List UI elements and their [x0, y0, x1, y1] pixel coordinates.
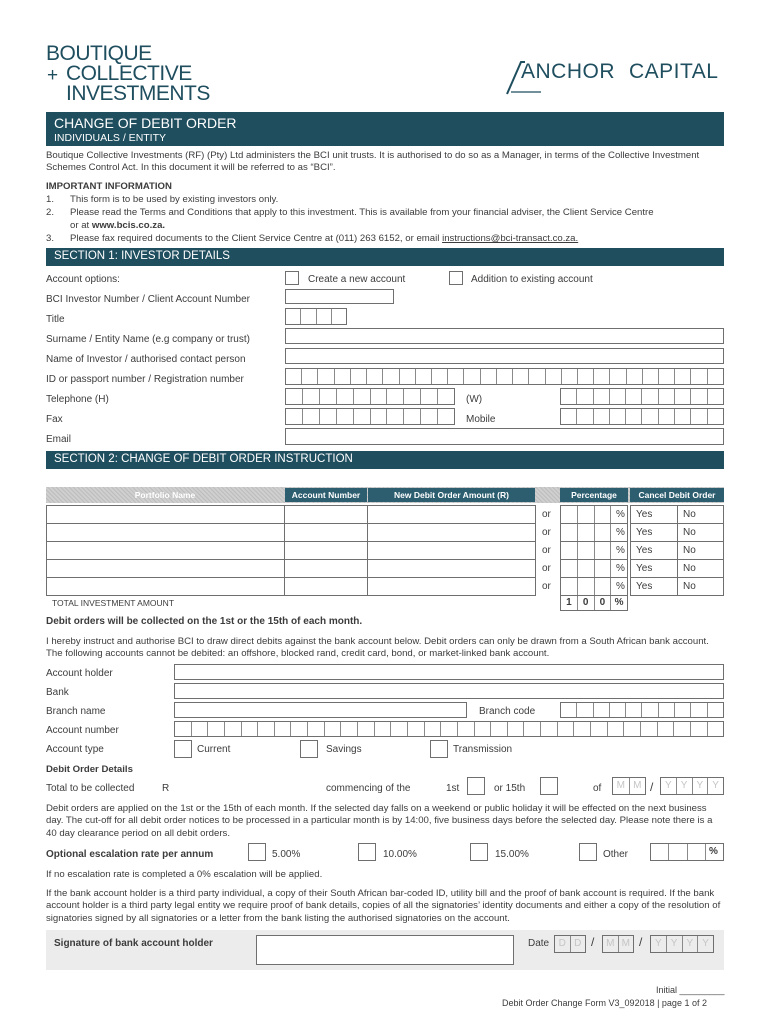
date-label: Date — [528, 938, 550, 949]
cancel-yes-label: Yes — [636, 527, 653, 538]
signature-month-field[interactable] — [602, 935, 634, 953]
section2-bar — [46, 451, 724, 469]
yyyy-placeholder: Y — [667, 936, 683, 952]
escalation-5-label: 5.00% — [272, 849, 301, 860]
yyyy-placeholder: Y — [712, 780, 719, 791]
first-label: 1st — [446, 783, 460, 794]
authorise-text: I hereby instruct and authorise BCI to draw direct debits against the bank account below. Debit orders can only be drawn from a South African bank account. The following accounts cannot be debited: an offshore, blocked rand, credit card, bond, or market-linked bank account. — [46, 636, 709, 660]
cancel-yes-label: Yes — [636, 563, 653, 574]
fax-field[interactable] — [285, 408, 455, 425]
percent-sign: % — [616, 509, 625, 520]
total-collected-label: Total to be collected — [46, 783, 135, 794]
important-heading: IMPORTANT INFORMATION — [46, 181, 172, 192]
commence-month-field[interactable] — [612, 777, 646, 795]
fax-label: Fax — [46, 414, 63, 425]
create-new-account-checkbox[interactable] — [285, 271, 299, 285]
or-label: or — [542, 527, 551, 538]
col-cancel-debit-order: Cancel Debit Order — [630, 488, 724, 502]
signature-field[interactable] — [256, 935, 514, 965]
cancel-no-label: No — [683, 563, 696, 574]
mm-placeholder: M — [603, 936, 619, 952]
total-digit: 0 — [595, 596, 612, 610]
bci-logo-line3: INVESTMENTS — [66, 82, 210, 105]
signature-block — [46, 930, 724, 970]
yyyy-placeholder: Y — [693, 778, 709, 794]
id-number-field[interactable] — [285, 368, 724, 385]
surname-label: Surname / Entity Name (e.g company or trust) — [46, 334, 250, 345]
total-digit: 1 — [561, 596, 578, 610]
no-escalation-note: If no escalation rate is completed a 0% escalation will be applied. — [46, 869, 323, 880]
title-field[interactable] — [285, 308, 347, 325]
important-item3-num: 3. — [46, 233, 55, 244]
account-options-label: Account options: — [46, 274, 120, 285]
cancel-no-label: No — [683, 527, 696, 538]
form-reference: Debit Order Change Form V3_092018 | page 1 of 2 — [502, 998, 707, 1008]
current-account-label: Current — [197, 744, 231, 755]
plus-icon: + — [47, 65, 59, 86]
new-amount-cell[interactable] — [367, 559, 536, 578]
fifteenth-day-checkbox[interactable] — [540, 777, 558, 795]
account-holder-field[interactable] — [174, 664, 724, 680]
escalation-10-label: 10.00% — [383, 849, 417, 860]
account-number-label: Account number — [46, 725, 119, 736]
percent-sign: % — [616, 527, 625, 538]
new-amount-cell[interactable] — [367, 541, 536, 560]
email-label: Email — [46, 434, 72, 445]
important-item2: Please read the Terms and Conditions that apply to this investment. This is available from your financial adviser, the Client Service Centre — [70, 207, 654, 218]
percent-sign: % — [616, 563, 625, 574]
col-percentage: Percentage — [560, 488, 628, 502]
mm-placeholder: M — [621, 938, 630, 949]
col-account-number: Account Number — [285, 488, 367, 502]
transmission-account-checkbox[interactable] — [430, 740, 448, 758]
item3-text: Please fax required documents to the Client Service Centre at (011) 263 6152, or email — [70, 233, 440, 244]
title-label: Title — [46, 314, 65, 325]
escalation-other-label: Other — [603, 849, 629, 860]
total-percentage-cells — [560, 595, 628, 611]
signature-label: Signature of bank account holder — [54, 938, 213, 949]
date-slash: / — [650, 780, 654, 794]
cancel-no-label: No — [683, 509, 696, 520]
telephone-h-label: Telephone (H) — [46, 394, 109, 405]
escalation-other-percent: % — [709, 846, 718, 857]
currency-label: R — [162, 783, 170, 794]
bci-logo-line1: BOUTIQUE — [46, 42, 152, 65]
portfolio-name-cell[interactable] — [46, 523, 285, 542]
or-label: or — [542, 509, 551, 520]
investor-number-field[interactable] — [285, 289, 394, 304]
new-amount-cell[interactable] — [367, 505, 536, 524]
account-number-cell[interactable] — [284, 541, 368, 560]
dd-placeholder: D — [555, 936, 571, 952]
account-number-cell[interactable] — [284, 559, 368, 578]
yyyy-placeholder: Y — [661, 778, 677, 794]
branch-code-label: Branch code — [479, 706, 536, 717]
cancel-no-label: No — [683, 545, 696, 556]
yyyy-placeholder: Y — [651, 936, 667, 952]
signature-day-field[interactable] — [554, 935, 586, 953]
important-item1: This form is to be used by existing investors only. — [70, 194, 279, 205]
applied-text: Debit orders are applied on the 1st or the 15th of each month. If the selected day falls on a weekend or public holiday it will be effected on the next business day. The cut-off for all debit order notices to be processed in a particular month is by 14:00, five business days before the selected day. Please note there is a 40 day clearance period on all debit orders. — [46, 803, 713, 839]
important-item2-cont — [70, 220, 165, 231]
telephone-h-field[interactable] — [285, 388, 455, 405]
signature-year-field[interactable] — [650, 935, 714, 953]
transmission-account-label: Transmission — [453, 744, 513, 755]
account-number-cell[interactable] — [284, 577, 368, 596]
portfolio-name-cell[interactable] — [46, 559, 285, 578]
cancel-yes-label: Yes — [636, 509, 653, 520]
third-party-text: If the bank account holder is a third party individual, a copy of their South African bar-coded ID, utility bill and the proof of bank account is required. If the bank account holder is a third party legal entity we require proof of bank details, copies of all the signatories’ identity documents and either a copy of the resolution of signatories signed by all signatories or a letter from the bank listing the authorised signatories on the account. — [46, 888, 721, 924]
addition-existing-account-label: Addition to existing account — [471, 274, 593, 285]
addition-existing-account-checkbox[interactable] — [449, 271, 463, 285]
telephone-w-field[interactable] — [560, 388, 724, 405]
or-label: or — [542, 581, 551, 592]
account-type-label: Account type — [46, 744, 104, 755]
account-holder-label: Account holder — [46, 668, 113, 679]
date-slash: / — [591, 935, 595, 949]
escalation-15-label: 15.00% — [495, 849, 529, 860]
dd-placeholder: D — [574, 938, 582, 949]
current-account-checkbox[interactable] — [174, 740, 192, 758]
branch-name-label: Branch name — [46, 706, 106, 717]
escalation-15-checkbox[interactable] — [470, 843, 488, 861]
savings-account-label: Savings — [326, 744, 362, 755]
section2-title: SECTION 2: CHANGE OF DEBIT ORDER INSTRUCTION — [54, 453, 353, 465]
create-new-account-label: Create a new account — [308, 274, 406, 285]
commencing-label: commencing of the — [326, 783, 411, 794]
total-investment-label: TOTAL INVESTMENT AMOUNT — [52, 598, 175, 608]
percent-sign: % — [616, 581, 625, 592]
or-label: or — [542, 563, 551, 574]
portfolio-name-cell[interactable] — [46, 541, 285, 560]
escalation-10-checkbox[interactable] — [358, 843, 376, 861]
section1-bar — [46, 248, 724, 266]
first-day-checkbox[interactable] — [467, 777, 485, 795]
percent-sign: % — [616, 545, 625, 556]
instructions-email-link[interactable]: instructions@bci-transact.co.za. — [442, 233, 579, 244]
capital-word: CAPITAL — [629, 60, 719, 83]
commence-year-field[interactable] — [660, 777, 724, 795]
telephone-w-label: (W) — [466, 394, 483, 405]
bci-logo-line2: COLLECTIVE — [66, 62, 192, 85]
account-number-cell[interactable] — [284, 523, 368, 542]
portfolio-name-cell[interactable] — [46, 577, 285, 596]
important-item3 — [70, 233, 578, 244]
col-portfolio-name: Portfolio Name — [134, 490, 196, 500]
new-amount-cell[interactable] — [367, 523, 536, 542]
cancel-yes-label: Yes — [636, 545, 653, 556]
escalation-other-checkbox[interactable] — [579, 843, 597, 861]
investor-number-label: BCI Investor Number / Client Account Number — [46, 294, 250, 305]
yyyy-placeholder: Y — [677, 778, 693, 794]
date-slash: / — [639, 935, 643, 949]
investor-name-label: Name of Investor / authorised contact person — [46, 354, 246, 365]
important-item2-num: 2. — [46, 207, 55, 218]
total-digit: 0 — [578, 596, 595, 610]
or-label: or — [542, 545, 551, 556]
debit-order-details-heading: Debit Order Details — [46, 764, 133, 775]
of-label: of — [593, 783, 602, 794]
new-amount-cell[interactable] — [367, 577, 536, 596]
section1-title: SECTION 1: INVESTOR DETAILS — [54, 250, 230, 262]
cancel-no-label: No — [683, 581, 696, 592]
anchor-word: ANCHOR — [521, 60, 616, 83]
surname-field[interactable] — [285, 328, 724, 344]
savings-account-checkbox[interactable] — [300, 740, 318, 758]
anchor-capital-logo — [505, 58, 730, 98]
id-number-label: ID or passport number / Registration number — [46, 374, 244, 385]
yyyy-placeholder: Y — [683, 936, 699, 952]
mobile-field[interactable] — [560, 408, 724, 425]
bcis-website-link[interactable]: www.bcis.co.za. — [91, 220, 166, 231]
form-title-bar — [46, 112, 724, 146]
total-percent-sign: % — [614, 597, 624, 608]
form-subtitle: INDIVIDUALS / ENTITY — [54, 132, 167, 144]
mobile-label: Mobile — [466, 414, 496, 425]
escalation-label: Optional escalation rate per annum — [46, 849, 214, 860]
bank-field[interactable] — [174, 683, 724, 699]
email-field[interactable] — [285, 428, 724, 445]
important-item1-num: 1. — [46, 194, 55, 205]
branch-code-field[interactable] — [560, 702, 724, 718]
bci-logo — [46, 42, 216, 104]
escalation-5-checkbox[interactable] — [248, 843, 266, 861]
mm-placeholder: M — [633, 780, 642, 791]
mm-placeholder: M — [613, 778, 630, 794]
bank-label: Bank — [46, 687, 69, 698]
yyyy-placeholder: Y — [702, 938, 709, 949]
account-number-field[interactable] — [174, 721, 724, 737]
intro-text: Boutique Collective Investments (RF) (Pty) Ltd administers the BCI unit trusts. It is authorised to do so as a Manager, in terms of the Collective Investment Schemes Control Act. In this document it will be referred to as “BCI”. — [46, 150, 700, 174]
branch-name-field[interactable] — [174, 702, 467, 718]
cancel-yes-label: Yes — [636, 581, 653, 592]
investor-name-field[interactable] — [285, 348, 724, 364]
account-number-cell[interactable] — [284, 505, 368, 524]
form-title: CHANGE OF DEBIT ORDER — [54, 115, 237, 131]
fifteenth-label: or 15th — [494, 783, 526, 794]
item2-prefix: or at — [70, 220, 90, 231]
portfolio-name-cell[interactable] — [46, 505, 285, 524]
collection-note: Debit orders will be collected on the 1st or the 15th of each month. — [46, 616, 363, 627]
initial-field: Initial _________ — [656, 985, 725, 995]
col-new-amount: New Debit Order Amount (R) — [368, 488, 535, 502]
